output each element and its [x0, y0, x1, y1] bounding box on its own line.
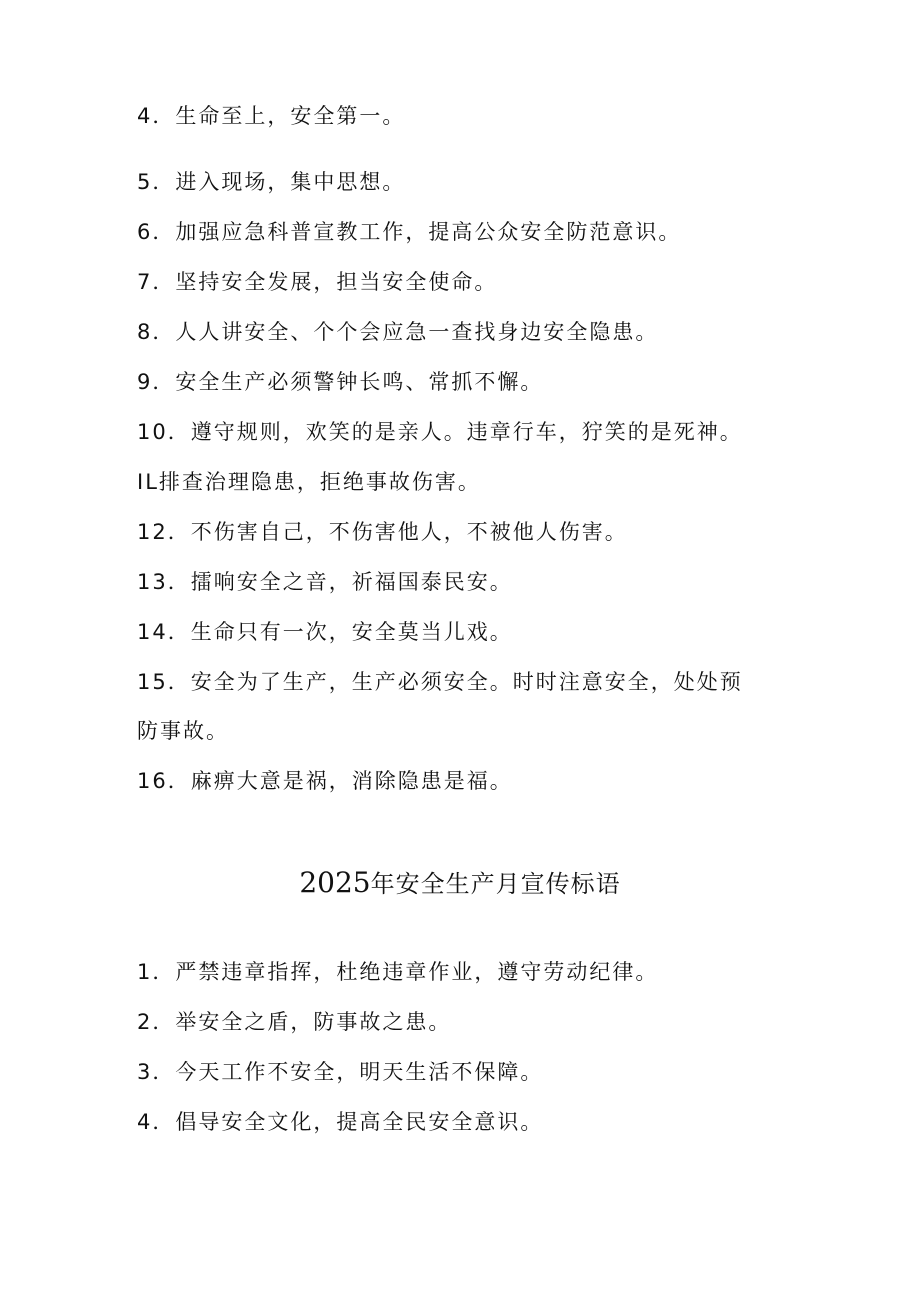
slogan-line: 12．不伤害自己，不伤害他人，不被他人伤害。: [137, 520, 628, 544]
slogan-line: IL排查治理隐患，拒绝事故伤害。: [137, 470, 481, 494]
slogan-line: 13．擂响安全之音，祈福国泰民安。: [137, 570, 513, 594]
section-title-text: 年安全生产月宣传标语: [370, 870, 621, 898]
slogan-line: 7．坚持安全发展，担当安全使命。: [137, 270, 498, 294]
slogan-line: 9．安全生产必须警钟长鸣、常抓不懈。: [137, 370, 544, 394]
slogan-line: 1．严禁违章指挥，杜绝违章作业，遵守劳动纪律。: [137, 960, 659, 984]
slogan-line: 2．举安全之盾，防事故之患。: [137, 1010, 452, 1034]
slogan-line: 6．加强应急科普宣教工作，提高公众安全防范意识。: [137, 220, 682, 244]
section-title-year: 2025: [299, 866, 371, 899]
section-title: [0, 866, 920, 901]
slogan-line: 8．人人讲安全、个个会应急一查找身边安全隐患。: [137, 320, 659, 344]
slogan-line: 3．今天工作不安全，明天生活不保障。: [137, 1060, 544, 1084]
slogan-line: 14．生命只有一次，安全莫当儿戏。: [137, 620, 513, 644]
slogan-line: 4．倡导安全文化，提高全民安全意识。: [137, 1110, 544, 1134]
slogan-line: 10．遵守规则，欢笑的是亲人。违章行车，狞笑的是死神。: [137, 420, 743, 444]
slogan-line: 5．进入现场，集中思想。: [137, 170, 406, 194]
slogan-line: 4．生命至上，安全第一。: [137, 104, 406, 128]
slogan-line-continuation: 防事故。: [137, 719, 229, 743]
slogan-line: 15．安全为了生产，生产必须安全。时时注意安全，处处预: [137, 670, 743, 694]
slogan-line: 16．麻痹大意是祸，消除隐患是福。: [137, 769, 513, 793]
